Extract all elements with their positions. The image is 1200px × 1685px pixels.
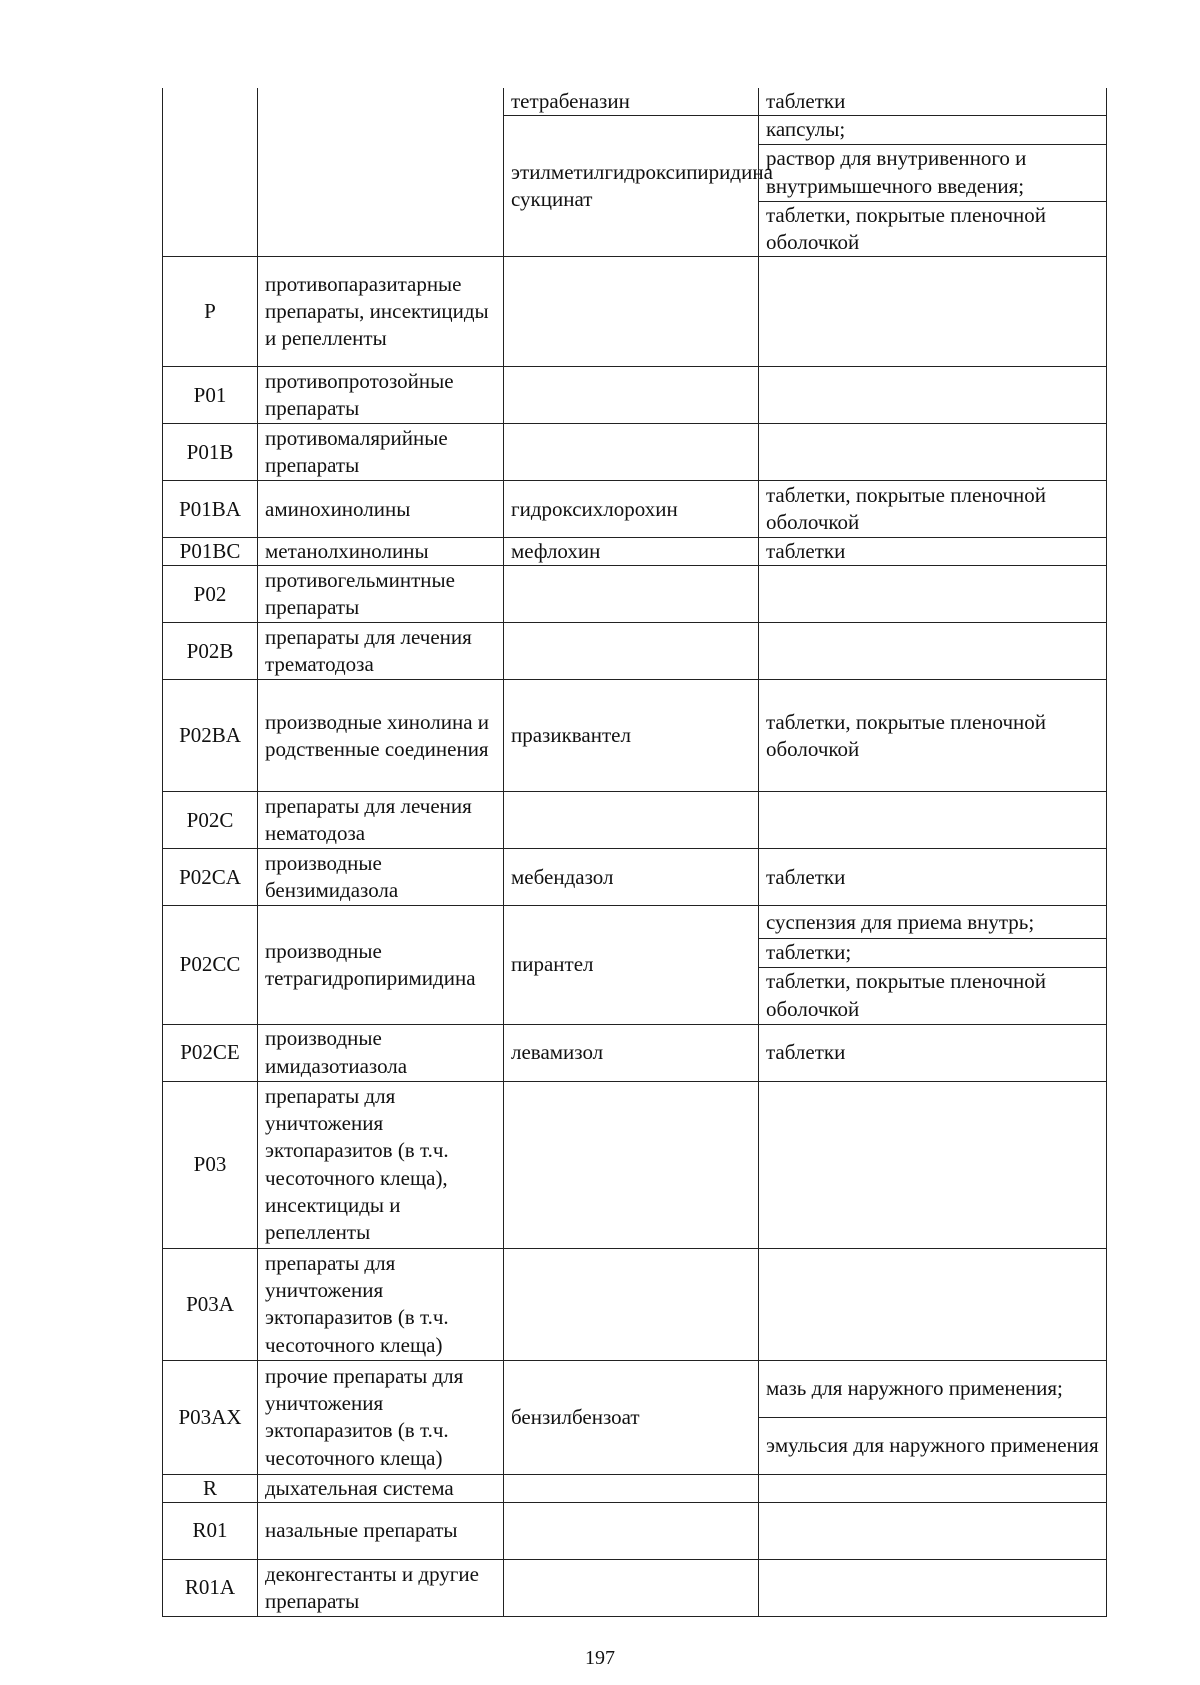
dosage-form-cell	[759, 1248, 1107, 1360]
atc-name-cell: производные тетрагидропиримидина	[258, 906, 504, 1024]
atc-code-cell: P03A	[163, 1248, 258, 1360]
table-row	[163, 424, 1107, 481]
drug-name-cell: мебендазол	[504, 849, 759, 906]
dosage-form-cell: суспензия для приема внутрь;	[759, 906, 1107, 939]
drug-name-cell	[504, 367, 759, 424]
atc-code-cell: R	[163, 1474, 258, 1502]
table-row	[163, 792, 1107, 849]
dosage-form-cell: таблетки	[759, 1024, 1107, 1081]
atc-code-cell: P03AX	[163, 1360, 258, 1474]
dosage-form-cell: раствор для внутривенного и внутримышечного введения;	[759, 144, 1107, 201]
drug-name-cell	[504, 1081, 759, 1248]
drug-name-cell	[504, 1503, 759, 1560]
drug-name-cell: левамизол	[504, 1024, 759, 1081]
dosage-form-cell	[759, 257, 1107, 367]
atc-name-cell: аминохинолины	[258, 481, 504, 538]
dosage-form-cell: эмульсия для наружного применения	[759, 1417, 1107, 1474]
table-row	[163, 1081, 1107, 1248]
atc-code-cell: R01A	[163, 1560, 258, 1617]
atc-name-cell: дыхательная система	[258, 1474, 504, 1502]
dosage-form-cell: таблетки, покрытые пленочной оболочкой	[759, 201, 1107, 257]
drug-name-cell	[504, 792, 759, 849]
drug-name-cell: мефлохин	[504, 538, 759, 566]
drug-name-cell: тетрабеназин	[504, 88, 759, 116]
table-row	[163, 367, 1107, 424]
drug-name-cell: этилметилгидроксипиридина сукцинат	[504, 116, 759, 257]
atc-name-cell: противопротозойные препараты	[258, 367, 504, 424]
atc-name-cell: противопаразитарные препараты, инсектициды и репелленты	[258, 257, 504, 367]
table-row	[163, 88, 1107, 116]
drug-name-cell: пирантел	[504, 906, 759, 1024]
table-row	[163, 481, 1107, 538]
atc-name-cell: противогельминтные препараты	[258, 566, 504, 623]
table-row	[163, 566, 1107, 623]
dosage-form-cell	[759, 566, 1107, 623]
table-row	[163, 1474, 1107, 1502]
atc-name-cell: препараты для уничтожения эктопаразитов (в т.ч. чесоточного клеща)	[258, 1248, 504, 1360]
table-row	[163, 257, 1107, 367]
atc-name-cell: препараты для уничтожения эктопаразитов (в т.ч. чесоточного клеща), инсектициды и репелленты	[258, 1081, 504, 1248]
atc-code-cell	[163, 88, 258, 257]
atc-code-cell: R01	[163, 1503, 258, 1560]
table-row	[163, 1560, 1107, 1617]
page-number: 197	[585, 1647, 615, 1669]
atc-code-cell: P02C	[163, 792, 258, 849]
table-row	[163, 1360, 1107, 1417]
table-row	[163, 538, 1107, 566]
atc-code-cell: P01	[163, 367, 258, 424]
drug-name-cell: празиквантел	[504, 680, 759, 792]
table-row	[163, 906, 1107, 939]
dosage-form-cell: таблетки	[759, 538, 1107, 566]
atc-code-cell: P	[163, 257, 258, 367]
atc-code-cell: P01BA	[163, 481, 258, 538]
dosage-form-cell	[759, 367, 1107, 424]
atc-code-cell: P02CE	[163, 1024, 258, 1081]
drug-name-cell: бензилбензоат	[504, 1360, 759, 1474]
table-row	[163, 680, 1107, 792]
table-row	[163, 1503, 1107, 1560]
dosage-form-cell: таблетки	[759, 849, 1107, 906]
atc-name-cell: прочие препараты для уничтожения эктопаразитов (в т.ч. чесоточного клеща)	[258, 1360, 504, 1474]
atc-code-cell: P01B	[163, 424, 258, 481]
atc-name-cell: производные имидазотиазола	[258, 1024, 504, 1081]
atc-name-cell	[258, 88, 504, 257]
dosage-form-cell	[759, 1560, 1107, 1617]
dosage-form-cell: таблетки	[759, 88, 1107, 116]
table-row	[163, 623, 1107, 680]
atc-name-cell: назальные препараты	[258, 1503, 504, 1560]
atc-name-cell: деконгестанты и другие препараты	[258, 1560, 504, 1617]
atc-name-cell: противомалярийные препараты	[258, 424, 504, 481]
atc-code-cell: P02CA	[163, 849, 258, 906]
atc-name-cell: производные хинолина и родственные соединения	[258, 680, 504, 792]
medications-table	[162, 88, 1107, 1617]
atc-name-cell: препараты для лечения трематодоза	[258, 623, 504, 680]
dosage-form-cell	[759, 1503, 1107, 1560]
atc-code-cell: P01BC	[163, 538, 258, 566]
atc-code-cell: P02CC	[163, 906, 258, 1024]
atc-name-cell: метанолхинолины	[258, 538, 504, 566]
dosage-form-cell	[759, 792, 1107, 849]
atc-code-cell: P02	[163, 566, 258, 623]
table-row	[163, 849, 1107, 906]
atc-code-cell: P02B	[163, 623, 258, 680]
dosage-form-cell: таблетки, покрытые пленочной оболочкой	[759, 967, 1107, 1024]
table-row	[163, 1248, 1107, 1360]
atc-code-cell: P02BA	[163, 680, 258, 792]
drug-name-cell	[504, 566, 759, 623]
dosage-form-cell: таблетки;	[759, 939, 1107, 967]
dosage-form-cell	[759, 623, 1107, 680]
dosage-form-cell: таблетки, покрытые пленочной оболочкой	[759, 481, 1107, 538]
drug-name-cell	[504, 257, 759, 367]
drug-name-cell	[504, 623, 759, 680]
drug-name-cell	[504, 1474, 759, 1502]
atc-code-cell: P03	[163, 1081, 258, 1248]
dosage-form-cell	[759, 424, 1107, 481]
drug-name-cell	[504, 1560, 759, 1617]
atc-name-cell: производные бензимидазола	[258, 849, 504, 906]
dosage-form-cell	[759, 1474, 1107, 1502]
drug-name-cell	[504, 1248, 759, 1360]
drug-name-cell: гидроксихлорохин	[504, 481, 759, 538]
dosage-form-cell: капсулы;	[759, 116, 1107, 144]
table-row	[163, 1024, 1107, 1081]
atc-name-cell: препараты для лечения нематодоза	[258, 792, 504, 849]
drug-name-cell	[504, 424, 759, 481]
dosage-form-cell	[759, 1081, 1107, 1248]
dosage-form-cell: таблетки, покрытые пленочной оболочкой	[759, 680, 1107, 792]
dosage-form-cell: мазь для наружного применения;	[759, 1360, 1107, 1417]
